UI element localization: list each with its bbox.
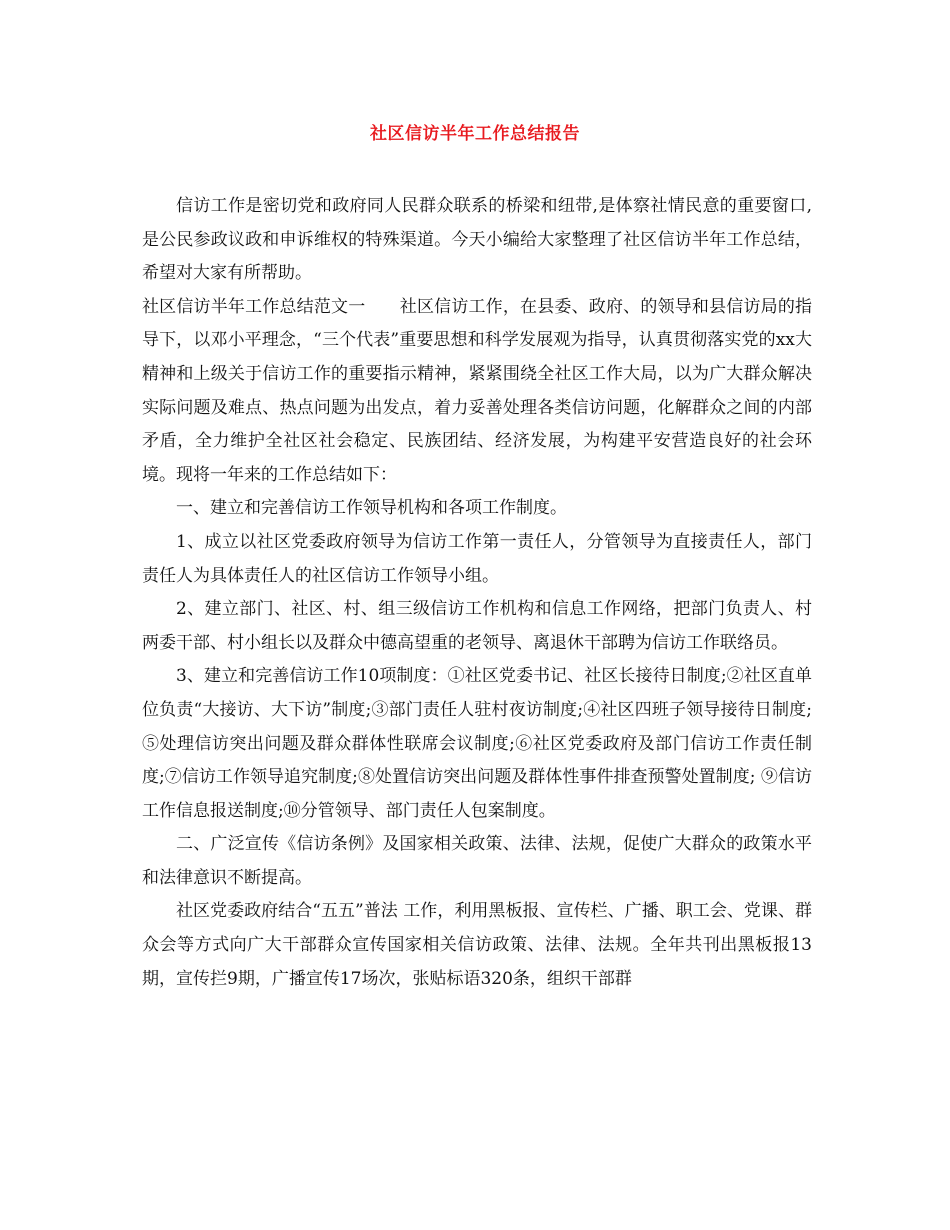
section-heading-two: 二、广泛宣传《信访条例》及国家相关政策、法律、法规，促使广大群众的政策水平和法律意识不断提高。 — [142, 834, 812, 888]
paragraph-intro: 信访工作是密切党和政府同人民群众联系的桥梁和纽带,是体察社情民意的重要窗口,是公民参政议政和申诉维权的特殊渠道。今天小编给大家整理了社区信访半年工作总结，希望对大家有所帮助。 — [142, 196, 812, 284]
paragraph-publicity: 社区党委政府结合“五五”普法 工作，利用黑板报、宣传栏、广播、职工会、党课、群众会等方式向广大干部群众宣传国家相关信访政策、法律、法规。全年共刊出黑板报13期，宣传拦9期，广播宣传17场次，张贴标语320条，组织干部群 — [142, 901, 812, 989]
paragraph-item-1: 1、成立以社区党委政府领导为信访工作第一责任人，分管领导为直接责任人，部门责任人为具体责任人的社区信访工作领导小组。 — [142, 531, 812, 586]
section-heading-one: 一、建立和完善信访工作领导机构和各项工作制度。 — [176, 498, 567, 519]
paragraph-item-3: 3、建立和完善信访工作10项制度：①社区党委书记、社区长接待日制度;②社区直单位负责“大接访、大下访”制度;③部门责任人驻村夜访制度;④社区四班子领导接待日制度;⑤处理信访突出问题及群众群体性联席会议制度;⑥社区党委政府及部门信访工作责任制度;⑦信访工作领导追究制度;⑧处置信访突出问题及群体性事件排查预警处置制度; ⑨信访工作信息报送制度;⑩分管领导、部门责任人包案制度。 — [142, 666, 812, 821]
document-body — [142, 190, 812, 996]
paragraph-sample-one: 社区信访半年工作总结范文一 社区信访工作，在县委、政府、的领导和县信访局的指导下，以邓小平理念，“三个代表”重要思想和科学发展观为指导，认真贯彻落实党的xx大精神和上级关于信访工作的重要指示精神，紧紧围绕全社区工作大局，以为广大群众解决实际问题及难点、热点问题为出发点，着力妥善处理各类信访问题，化解群众之间的内部矛盾，全力维护全社区社会稳定、民族团结、经济发展，为构建平安营造良好的社会环境。现将一年来的工作总结如下： — [142, 296, 812, 485]
document-title: 社区信访半年工作总结报告 — [370, 124, 580, 144]
paragraph-item-2: 2、建立部门、社区、村、组三级信访工作机构和信息工作网络，把部门负责人、村两委干部、村小组长以及群众中德高望重的老领导、离退休干部聘为信访工作联络员。 — [142, 599, 812, 653]
